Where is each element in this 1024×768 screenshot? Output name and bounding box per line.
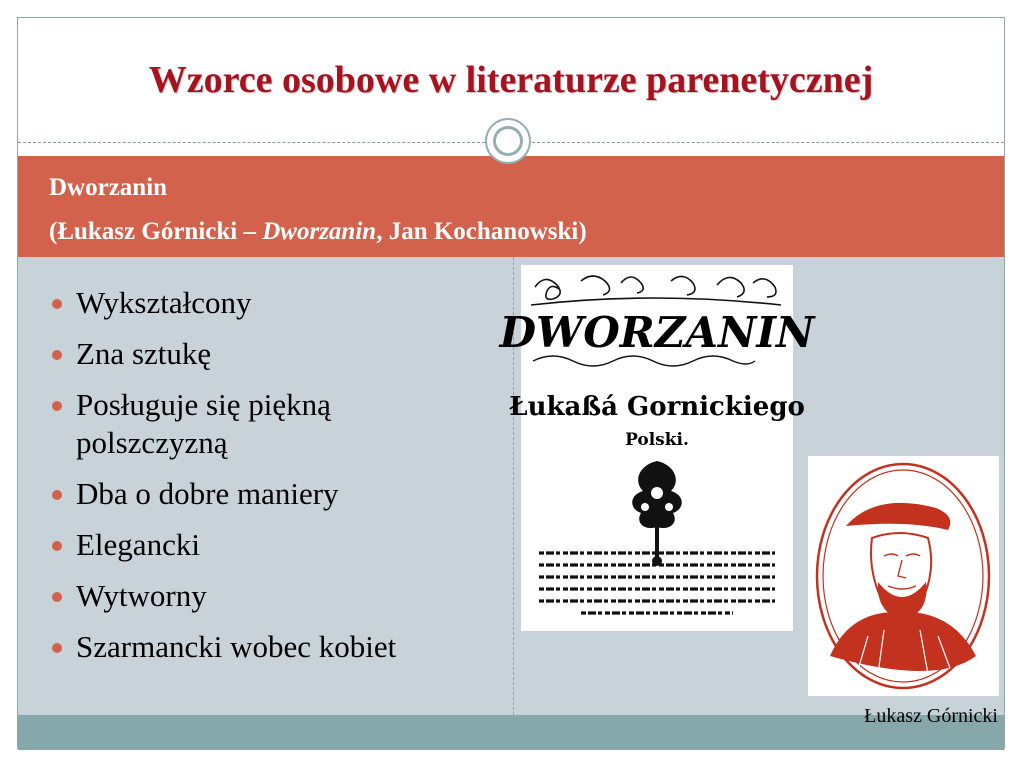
fleuron-ornament-icon (632, 461, 682, 566)
list-item: Wytworny (52, 577, 486, 615)
list-item: Zna sztukę (52, 335, 486, 373)
book-title-page-image (499, 265, 815, 631)
subtitle-band (18, 156, 1004, 257)
ornament-swirl-icon (531, 276, 781, 305)
slide-title: Wzorce osobowe w literaturze parenetycznej (148, 59, 874, 101)
subtitle-italic-title: Dworzanin (262, 218, 377, 245)
list-item: Posługuje się piękną polszczyzną (52, 386, 486, 462)
list-item: Elegancki (52, 526, 486, 564)
book-author-line: Łukaßá Gornickiego (509, 392, 805, 422)
portrait-image (808, 456, 999, 696)
slide-frame (17, 17, 1005, 749)
portrait-caption: Łukasz Górnicki (864, 705, 998, 727)
book-title-page-drawing (499, 265, 815, 631)
ornament-swirl-icon (533, 356, 755, 366)
subtitle-suffix: , Jan Kochanowski) (376, 218, 587, 245)
list-item: Dba o dobre maniery (52, 475, 486, 513)
bullet-list (52, 284, 486, 679)
portrait-drawing (808, 456, 999, 696)
subtitle-line-2 (49, 218, 587, 246)
list-item: Wykształcony (52, 284, 486, 322)
subtitle-prefix: (Łukasz Górnicki – (49, 218, 263, 245)
list-item: Szarmancki wobec kobiet (52, 628, 486, 666)
subtitle-line-1: Dworzanin (49, 174, 168, 201)
book-subtitle: Polski. (625, 430, 689, 450)
circle-ornament-icon (485, 118, 531, 164)
book-title: DWORZANIN (499, 308, 815, 357)
